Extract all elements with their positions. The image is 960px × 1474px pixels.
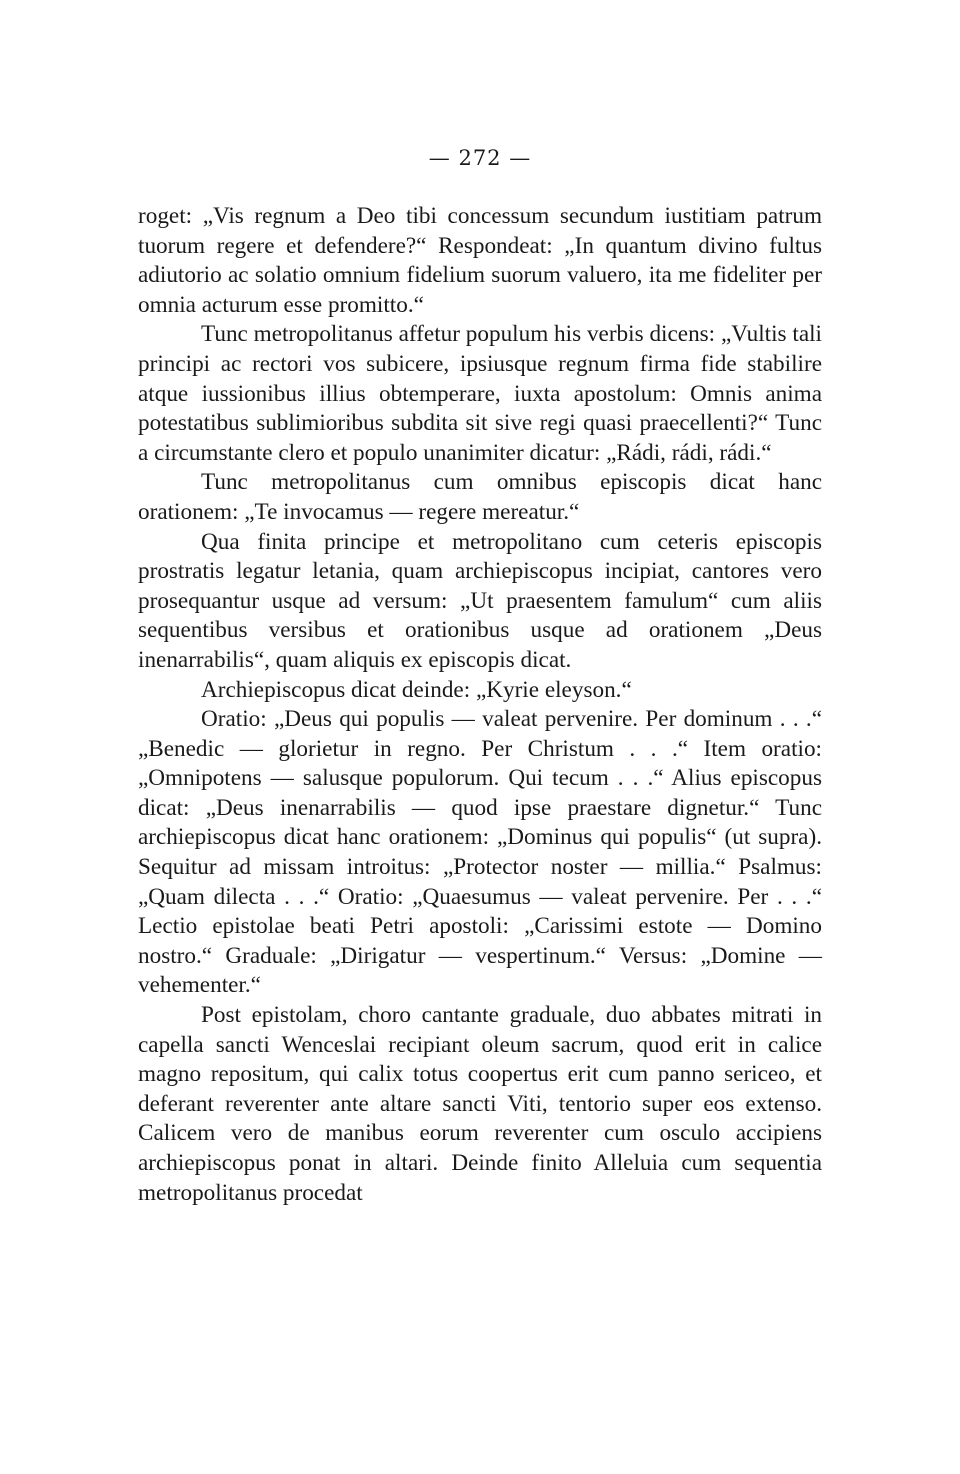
paragraph: Tunc metropolitanus affetur populum his verbis dicens: „Vultis tali principi ac rectori vos subicere, ipsiusque regnum firma fide stabilire atque iussionibus illius obtemperare, iuxta apostolum: Omnis anima potestatibus sublimioribus subdita sit sive regi quasi praecellenti?“ Tunc a circumstante clero et populo unanimiter dicatur: „Rádi, rádi, rádi.“ — [138, 321, 822, 466]
paragraph: Qua finita principe et metropolitano cum ceteris episcopis prostratis legatur letania, quam archiepiscopus incipiat, cantores vero prosequantur usque ad versum: „Ut praesentem famulum“ cum aliis sequentibus versibus et orationibus usque ad orationem „Deus inenarrabilis“, quam aliquis ex episcopis dicat. — [138, 528, 822, 673]
paragraph: Post epistolam, choro cantante graduale, duo abbates mitrati in capella sancti Wenceslai recipiant oleum sacrum, quod erit in calice magno repositum, qui calix totus coopertus erit cum panno sericeo, et deferant reverenter ante altare sancti Viti, tentorio super eos extenso. Calicem vero de manibus eorum reverenter cum osculo accipiens archiepiscopus ponat in altari. Deinde finito Alleluia cum sequentia metropolitanus procedat — [138, 1002, 822, 1206]
page-number: — 272 — — [428, 146, 532, 170]
paragraph: Archiepiscopus dicat deinde: „Kyrie eleyson.“ — [201, 676, 632, 703]
paragraph: Tunc metropolitanus cum omnibus episcopis dicat hanc orationem: „Te invocamus — regere mereatur.“ — [138, 469, 822, 525]
paragraph-continuation: roget: „Vis regnum a Deo tibi concessum secundum iustitiam patrum tuorum regere et defendere?“ Respondeat: „In quantum divino fultus adiutorio ac solatio omnium fidelium suorum valuero, ita me fideliter per omnia acturum esse promitto.“ — [138, 203, 822, 318]
body-text — [138, 202, 822, 1208]
paragraph: Oratio: „Deus qui populis — valeat pervenire. Per dominum . . .“ „Benedic — glorietur in regno. Per Christum . . .“ Item oratio: „Omnipotens — salusque populorum. Qui tecum . . .“ Alius episcopus dicat: „Deus inenarrabilis — quod ipse praestare dignetur.“ Tunc archiepiscopus dicat hanc orationem: „Dominus qui populis“ (ut supra). Sequitur ad missam introitus: „Protector noster — millia.“ Psalmus: „Quam dilecta . . .“ Oratio: „Quaesumus — valeat pervenire. Per . . .“ Lectio epistolae beati Petri apostoli: „Carissimi estote — Domino nostro.“ Graduale: „Dirigatur — vespertinum.“ Versus: „Domine — vehementer.“ — [138, 706, 822, 999]
